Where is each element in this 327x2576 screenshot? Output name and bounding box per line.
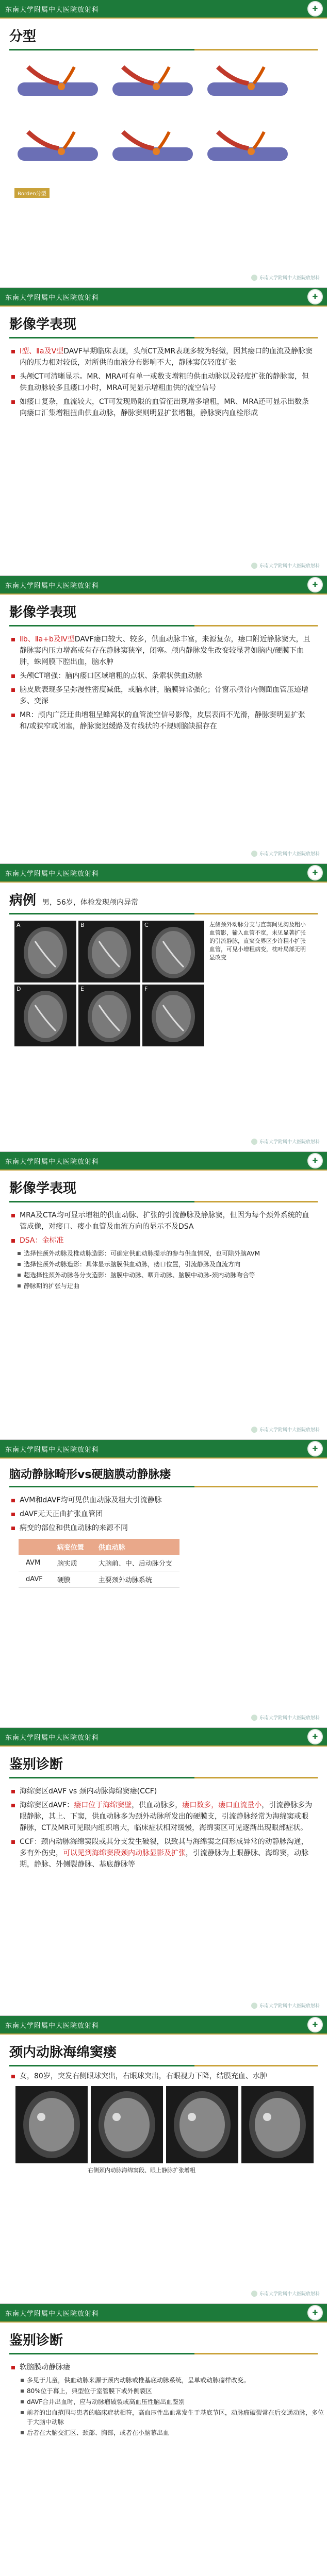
bullet-text: DAVF早期临床表现，头颅CT及MR表现多较为轻微，因其瘘口的血流及静脉窦内的压力相对较低，对所供的血液分布影响不大，静脉窦仅轻度扩张 — [20, 347, 313, 367]
bullet-item: 病变的部位和供血动脉的来源不同 — [11, 1522, 315, 1534]
case-subtitle: 男，56岁，体检发现颅内异常 — [42, 899, 138, 907]
header-divider — [0, 18, 327, 19]
case-image — [14, 985, 76, 1046]
bullet-item: AVM和dAVF均可见供血动脉及粗大引流静脉 — [11, 1495, 315, 1506]
bullet-text: Ⅱb、Ⅱa+b及Ⅳ型 — [20, 635, 75, 643]
image-label: C — [144, 922, 149, 928]
slide-header — [0, 0, 327, 18]
bullet-text: 软脑膜动静脉瘘 — [20, 2363, 70, 2371]
header-divider — [0, 1170, 327, 1171]
slide-title: 鉴别诊断 — [9, 2333, 63, 2348]
vessel-diagram-icon — [202, 122, 293, 182]
case-image — [78, 985, 140, 1046]
classification-diagram — [107, 122, 198, 182]
bullet-item — [11, 1836, 315, 1870]
title-underline — [9, 1777, 318, 1778]
case-image — [78, 921, 140, 982]
header-divider — [0, 594, 327, 595]
slide-header — [0, 1440, 327, 1458]
title-underline — [9, 2353, 318, 2354]
bullet-text: ，引流静脉为上眼静脉、海绵窦，动脉期，静脉、外侧裂静脉、基底静脉等 — [20, 1849, 308, 1869]
bullet-list — [11, 2071, 315, 2082]
ccf-caption: 右侧颈内动脉海绵窦段、眼上静脉扩张增粗 — [88, 2167, 195, 2174]
slide-differential-1 — [0, 1728, 327, 2016]
watermark-logo-icon — [251, 563, 257, 569]
slide-header — [0, 2304, 327, 2321]
bullet-text: 瘘口数多，瘘口血流量小 — [182, 1801, 262, 1809]
table-cell: 硬膜 — [50, 1571, 91, 1588]
ct-image — [241, 2086, 314, 2163]
slide-header — [0, 864, 327, 882]
bullet-text: 海绵窦区dAVF： — [20, 1801, 74, 1809]
bullet-item — [11, 1235, 315, 1246]
sub-bullet-item: 静脉期的扩张与迂曲 — [18, 1281, 327, 1291]
vessel-diagram-icon — [12, 122, 103, 182]
bullet-text: CCF：颈内动脉海绵窦段或其分支发生破裂，以致其与海绵窦之间形成异常的动静脉沟通，多有外伤史， — [20, 1838, 308, 1857]
bullet-list — [11, 1786, 315, 1870]
hospital-logo-icon: ✚ — [307, 577, 323, 592]
sub-bullet-item: dAVF合并出血时，应与动脉瘤破裂或高血压性脑出血鉴别 — [21, 2397, 327, 2406]
case-image — [142, 921, 204, 982]
case-image-grid — [14, 921, 204, 1046]
slide-imaging-1 — [0, 288, 327, 576]
bullet-item — [11, 1210, 315, 1232]
title-underline — [9, 49, 318, 50]
watermark: 东南大学附属中大医院放射科 — [251, 1138, 320, 1145]
watermark-logo-icon — [251, 1715, 257, 1721]
header-divider — [0, 1745, 327, 1747]
image-label: B — [80, 922, 85, 928]
image-label: F — [144, 986, 148, 992]
header-title: 东南大学附属中大医院放射科 — [5, 1734, 100, 1742]
header-divider — [0, 2033, 327, 2035]
table-header-location: 病变位置 — [50, 1539, 91, 1555]
ct-image — [91, 2086, 163, 2163]
title-underline — [9, 337, 318, 338]
table-cell: 大脑前、中、后动脉分支 — [91, 1555, 179, 1571]
bullet-item — [11, 371, 315, 394]
bullet-item — [11, 634, 315, 668]
classification-diagram — [202, 57, 293, 117]
vessel-diagram-icon — [12, 57, 103, 117]
case-image — [14, 921, 76, 982]
slide-header — [0, 2016, 327, 2033]
slide-title: 影像学表现 — [9, 605, 77, 620]
bullet-text: 瘘口位于海绵窦壁 — [74, 1801, 132, 1809]
watermark: 东南大学附属中大医院放射科 — [251, 1714, 320, 1721]
classification-diagram — [12, 57, 103, 117]
bullet-item: 女，80岁，突发右侧眼球突出，右眼球突出，右眼视力下降，结膜充血、水肿 — [11, 2071, 315, 2082]
bullet-text: 如瘘口复杂，血流较大，CT可发现局限的血管征出现增多增粗，MR、MRA还可显示出数条向瘘口汇集增粗扭曲供血动脉，静脉窦则明显扩张增粗，静脉窦内血栓形成 — [20, 398, 309, 417]
sub-bullet-item: 选择性颈外动脉造影：具体显示脑膜供血动脉，瘘口位置，引流静脉及血流方向 — [18, 1260, 327, 1269]
slide-header — [0, 288, 327, 306]
bullet-text: ，供血动脉多， — [132, 1801, 183, 1809]
slide-imaging-2 — [0, 576, 327, 864]
watermark: 东南大学附属中大医院放射科 — [251, 2002, 320, 2009]
watermark-logo-icon — [251, 1139, 257, 1145]
bullet-item: dAVF无天正曲扩张血管团 — [11, 1509, 315, 1520]
hospital-logo-icon: ✚ — [307, 289, 323, 304]
sub-bullet-item: 超选择性颈外动脉各分支造影：脑膜中动脉、咽升动脉、脑膜中动脉-颈内动脉吻合等 — [18, 1270, 327, 1280]
ct-image — [15, 2086, 88, 2163]
title-underline — [9, 913, 318, 914]
bullet-list — [11, 2362, 315, 2373]
header-divider — [0, 306, 327, 307]
classification-diagram — [12, 122, 103, 182]
slide-case — [0, 864, 327, 1152]
bullet-list — [11, 1495, 315, 1534]
bullet-text: Ⅰ型、Ⅱa及Ⅴ型 — [20, 347, 64, 355]
header-divider — [0, 2321, 327, 2323]
slide-header — [0, 576, 327, 594]
table-row — [19, 1555, 179, 1571]
table-cell: 脑实质 — [50, 1555, 91, 1571]
bullet-text: ，引流静脉多为眼静脉，其上、下窦，供血动脉多为颈外动脉所发出的硬膜支，引流静脉经常为海绵窦或眼静脉，CT及MR可见眼内组织增大，临床症状相对缓慢，海绵窦区可见逐渐出现眼部症状。 — [20, 1801, 313, 1832]
watermark: 东南大学附属中大医院放射科 — [251, 1426, 320, 1433]
bullet-item — [11, 1800, 315, 1834]
classification-diagrams — [12, 57, 315, 182]
header-title: 东南大学附属中大医院放射科 — [5, 6, 100, 14]
bullet-list — [11, 1210, 315, 1246]
bullet-list — [11, 634, 315, 732]
hospital-logo-icon: ✚ — [307, 865, 323, 880]
slide-avm-vs-davf — [0, 1440, 327, 1728]
header-title: 东南大学附属中大医院放射科 — [5, 870, 100, 878]
vessel-diagram-icon — [107, 57, 198, 117]
sub-bullet-item: 前者的出血范围与患者的临床症状相符，高血压性出血常发生于基底节区，动脉瘤破裂常在后交通动脉，多位于大脑中动脉 — [21, 2408, 327, 2427]
table-cell: 主要颈外动脉系统 — [91, 1571, 179, 1588]
hospital-logo-icon: ✚ — [307, 2305, 323, 2320]
bullet-text: 可以见到海绵窦段颈内动脉显影及扩张 — [63, 1849, 186, 1857]
slide-title: 脑动静脉畸形vs硬脑膜动静脉瘘 — [9, 1468, 171, 1481]
header-title: 东南大学附属中大医院放射科 — [5, 2310, 100, 2318]
vessel-diagram-icon — [107, 122, 198, 182]
sub-bullet-item: 80%位于幕上，典型位于室管膜下或外侧裂区 — [21, 2386, 327, 2396]
sub-bullet-list — [18, 1249, 327, 1291]
slide-imaging-3 — [0, 1152, 327, 1440]
bullet-item — [11, 709, 315, 732]
case-image — [142, 985, 204, 1046]
bullet-item — [11, 346, 315, 368]
slide-header — [0, 1152, 327, 1170]
borden-tag: Borden分型 — [14, 188, 327, 198]
sub-bullet-item: 选择性颈外动脉及椎动脉造影：可确定供血动脉提示的参与供血情况，也可除外脑AVM — [18, 1249, 327, 1258]
ct-image — [166, 2086, 238, 2163]
bullet-text: DAVF瘘口较大、较多，供血动脉丰富，来源复杂，瘘口附近静脉窦大，且静脉窦内压力增高或有存在静脉窦狭窄，闭塞。颅内静脉发生改变较显著如脑内/硬膜下血肿，蛛网膜下腔出血，脑水肿 — [20, 635, 310, 666]
hospital-logo-icon: ✚ — [307, 1, 323, 16]
watermark-logo-icon — [251, 275, 257, 281]
header-title: 东南大学附属中大医院放射科 — [5, 294, 100, 302]
classification-diagram — [107, 57, 198, 117]
slide-title: 病例 — [9, 893, 37, 908]
slide-title: 鉴别诊断 — [9, 1757, 63, 1772]
classification-diagram — [202, 122, 293, 182]
header-title: 东南大学附属中大医院放射科 — [5, 582, 100, 590]
table-row — [19, 1571, 179, 1588]
slide-title: 影像学表现 — [9, 1181, 77, 1196]
hospital-logo-icon: ✚ — [307, 1729, 323, 1744]
watermark: 东南大学附属中大医院放射科 — [251, 2290, 320, 2297]
slide-title: 分型 — [9, 29, 37, 44]
bullet-text: 头颅CT增强：脑内瘘口区域增粗的点状、条索状供血动脉 — [20, 672, 203, 680]
slide-ccf-case — [0, 2016, 327, 2304]
watermark-logo-icon — [251, 2291, 257, 2297]
bullet-text: 海绵窦区dAVF vs 颈内动脉海绵窦瘘(CCF) — [20, 1787, 157, 1795]
watermark: 东南大学附属中大医院放射科 — [251, 850, 320, 857]
hospital-logo-icon: ✚ — [307, 2017, 323, 2032]
bullet-list — [11, 346, 315, 419]
table-cell: dAVF — [19, 1571, 50, 1588]
bullet-text: 脑皮质表现多呈弥漫性密度减低，或脑水肿，脑膜异常强化；骨窗示颅骨内侧面血管压迹增多、变深 — [20, 686, 308, 705]
bullet-text: MR：颅内广泛迂曲增粗呈蜂窝状的血管流空信号影像，皮层表面不光滑，静脉窦明显扩张和/或狭窄或闭塞，静脉窦迟缓路及有线状的不规则脑缺损存在 — [20, 711, 305, 731]
slide-title: 影像学表现 — [9, 317, 77, 332]
header-divider — [0, 1458, 327, 1459]
table-header-blank — [19, 1539, 50, 1555]
watermark: 东南大学附属中大医院放射科 — [251, 562, 320, 569]
title-underline — [9, 1201, 318, 1202]
bullet-text: MRA及CTA均可显示增粗的供血动脉、扩张的引流静脉及静脉窦，但因为每个颈外系统的血管成像，对瘘口、瘘小血管及血流方向的显示不及DSA — [20, 1211, 309, 1231]
header-title: 东南大学附属中大医院放射科 — [5, 1158, 100, 1166]
slide-differential-2 — [0, 2304, 327, 2576]
bullet-item — [11, 1786, 315, 1797]
image-label: A — [17, 922, 21, 928]
watermark-logo-icon — [251, 1427, 257, 1433]
vessel-diagram-icon — [202, 57, 293, 117]
watermark-logo-icon — [251, 851, 257, 857]
slide-title: 颈内动脉海绵窦瘘 — [9, 2045, 117, 2060]
slide-classification — [0, 0, 327, 288]
comparison-table — [19, 1539, 179, 1588]
image-label: D — [17, 986, 21, 992]
bullet-item — [11, 684, 315, 707]
bullet-item — [11, 396, 315, 419]
watermark-logo-icon — [251, 2003, 257, 2009]
bullet-text: 头颅CT可清晰显示。MR、MRA可有单一或数支增粗的供血动脉以及轻度扩张的静脉窦，但供血动脉较多且瘘口小时，MRA可见显示增粗血供的流空信号 — [20, 372, 309, 392]
bullet-item — [11, 2362, 315, 2373]
image-label: E — [80, 986, 84, 992]
slide-header — [0, 1728, 327, 1745]
bullet-text: DSA：金标准 — [20, 1236, 64, 1245]
sub-bullet-item: 后者在大脑交汇区、颈部、胸部，或者在小脑幕出血 — [21, 2428, 327, 2437]
title-underline — [9, 2065, 318, 2066]
header-title: 东南大学附属中大医院放射科 — [5, 2022, 100, 2030]
bullet-item — [11, 670, 315, 682]
watermark: 东南大学附属中大医院放射科 — [251, 274, 320, 281]
table-header-supply: 供血动脉 — [91, 1539, 179, 1555]
case-caption: 左侧颈外动脉分支与直窦间见沟及粗小血管影，输入血管不宽，未见显著扩张的引流静脉，直窦交界区少许粗小扩张血管，可见小增粗病变，枕叶局部无明显改变 — [209, 921, 306, 961]
table-cell: AVM — [19, 1555, 50, 1571]
title-underline — [9, 625, 318, 626]
ccf-image-row — [15, 2086, 327, 2163]
sub-bullet-item: 多见于儿童，供血动脉来源于颈内动脉或椎基底动脉系统，呈单或动脉瘤样改变。 — [21, 2376, 327, 2385]
hospital-logo-icon: ✚ — [307, 1441, 323, 1456]
title-underline — [9, 1486, 318, 1487]
sub-bullet-list — [21, 2376, 327, 2437]
header-title: 东南大学附属中大医院放射科 — [5, 1446, 100, 1454]
hospital-logo-icon: ✚ — [307, 1153, 323, 1168]
